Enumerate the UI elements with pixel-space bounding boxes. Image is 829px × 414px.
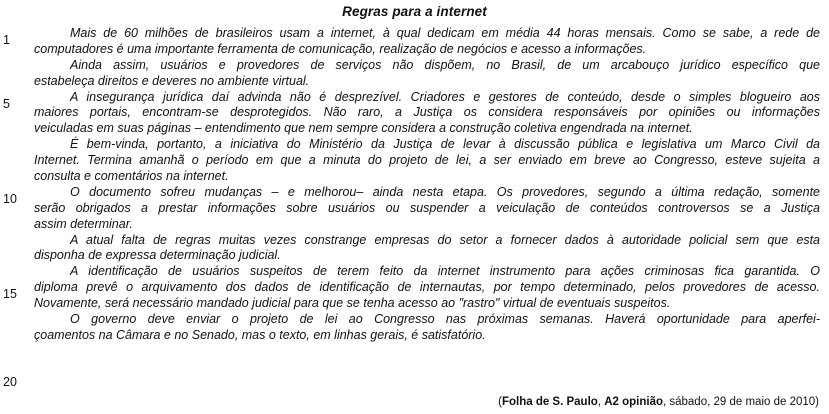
text-line: A identificação de usuários suspeitos de terem feito da internet instrumento para ações criminosas fica garantida. O — [70, 264, 820, 279]
text-line: O documento sofreu mudanças – e melhorou– ainda nesta etapa. Os provedores, segundo a última redação, somente — [70, 184, 820, 199]
source-citation — [498, 396, 819, 408]
line-number-15: 15 — [3, 287, 17, 301]
text-line: serão obrigados a prestar informações sobre usuários ou suspender a veiculação de conteúdos controversos se a Justiça — [34, 200, 820, 215]
line-number-5: 5 — [3, 97, 10, 111]
article-body — [34, 26, 820, 344]
text-line: maiores portais, encontram-se desprotegidos. Não raro, a Justiça os considera responsáveis por opiniões ou informações — [34, 105, 820, 120]
text-line: computadores é uma importante ferramenta de comunicação, realização de negócios e acesso a informações. — [34, 41, 647, 56]
source-open: ( — [498, 396, 502, 408]
line-number-20: 20 — [3, 375, 17, 389]
line-number-10: 10 — [3, 192, 17, 206]
text-line: É bem-vinda, portanto, a iniciativa do Ministério da Justiça de levar à discussão pública e legislativa um Marco Civil da — [70, 137, 820, 152]
source-publication: Folha de S. Paulo — [501, 396, 598, 408]
text-line: diploma prevê o arquivamento dos dados de identificação de internautas, por tempo determinado, pelos provedores de acesso. — [34, 280, 820, 295]
article-title: Regras para a internet — [342, 4, 487, 19]
text-line: Ainda assim, usuários e provedores de serviços não dispõem, no Brasil, de um arcabouço jurídico específico que — [70, 57, 820, 72]
source-date: , sábado, 29 de maio de 2010) — [662, 396, 819, 408]
text-line: assim determinar. — [34, 216, 133, 231]
text-line: estabeleça direitos e deveres no ambiente virtual. — [34, 73, 310, 88]
text-line: disponha de expressa determinação judicial. — [34, 248, 281, 263]
text-line: Novamente, será necessário mandado judicial para que se tenha acesso ao "rastro" virtual de eventuais suspeitos. — [34, 296, 671, 311]
text-line: O governo deve enviar o projeto de lei ao Congresso nas próximas semanas. Haverá oportunidade para aperfei- — [70, 312, 820, 327]
line-number-1: 1 — [3, 33, 10, 47]
text-line: Mais de 60 milhões de brasileiros usam a internet, à qual dedicam em média 44 horas mensais. Como se sabe, a rede de — [70, 26, 820, 40]
text-line: çoamentos na Câmara e no Senado, mas o texto, em linhas gerais, é satisfatório. — [34, 327, 486, 342]
text-line: A atual falta de regras muitas vezes constrange empresas do setor a fornecer dados à autoridade policial sem que esta — [70, 232, 820, 247]
text-line: A insegurança jurídica daí advinda não é desprezível. Criadores e gestores de conteúdo, desde o simples blogueiro aos — [70, 89, 820, 104]
source-section: A2 opinião — [604, 396, 663, 408]
text-line: consulta e comentários na internet. — [34, 169, 229, 184]
text-line: veiculadas em suas páginas – entendimento que nem sempre considera a construção coletiva engendrada na internet. — [34, 121, 693, 136]
source-sep: , — [597, 396, 605, 408]
text-line: Internet. Termina amanhã o período em que a minuta do projeto de lei, a ser enviado em breve ao Congresso, esteve sujeita a — [34, 153, 820, 168]
